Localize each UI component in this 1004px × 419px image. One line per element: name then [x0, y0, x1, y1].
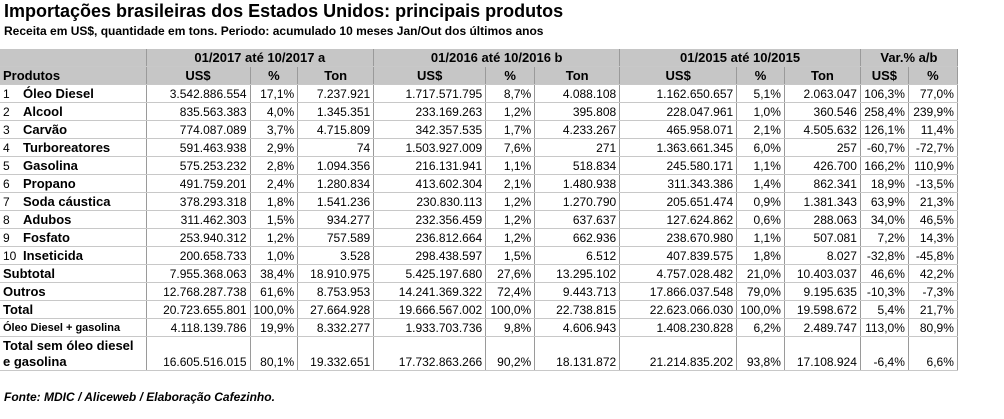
cell-a-ton: 1.345.351: [298, 103, 374, 121]
cell-b-usd: 298.438.597: [374, 247, 486, 265]
cell-c-usd: 17.866.037.548: [620, 283, 737, 301]
cell-a-ton: 934.277: [298, 211, 374, 229]
row-index: 8: [0, 211, 20, 229]
summary-row: [0, 319, 957, 337]
cell-v-usd: -10,3%: [860, 283, 908, 301]
cell-b-pct: 1,2%: [486, 211, 535, 229]
cell-b-pct: 100,0%: [486, 301, 535, 319]
cell-a-ton: 7.237.921: [298, 85, 374, 103]
cell-c-usd: 22.623.066.030: [620, 301, 737, 319]
cell-a-pct: 17,1%: [250, 85, 298, 103]
cell-c-usd: 4.757.028.482: [620, 265, 737, 283]
cell-c-pct: 79,0%: [737, 283, 785, 301]
cell-c-usd: 407.839.575: [620, 247, 737, 265]
cell-a-usd: 16.605.516.015: [146, 337, 250, 371]
cell-c-usd: 245.580.171: [620, 157, 737, 175]
row-index: 6: [0, 175, 20, 193]
cell-a-ton: 8.753.953: [298, 283, 374, 301]
product-rows: [0, 85, 957, 265]
cell-v-usd: 166,2%: [860, 157, 908, 175]
table-row: [0, 247, 957, 265]
cell-c-ton: 4.505.632: [784, 121, 860, 139]
header-c-ton: Ton: [784, 67, 860, 85]
cell-a-usd: 835.563.383: [146, 103, 250, 121]
cell-c-pct: 5,1%: [737, 85, 785, 103]
cell-b-pct: 90,2%: [486, 337, 535, 371]
header-a-ton: Ton: [298, 67, 374, 85]
cell-b-pct: 9,8%: [486, 319, 535, 337]
cell-c-ton: 8.027: [784, 247, 860, 265]
summary-label-line-1: Total sem óleo diesel: [3, 338, 134, 353]
cell-a-usd: 491.759.201: [146, 175, 250, 193]
cell-a-pct: 1,2%: [250, 229, 298, 247]
cell-v-usd: 5,4%: [860, 301, 908, 319]
cell-c-pct: 1,1%: [737, 157, 785, 175]
row-index: 10: [0, 247, 20, 265]
cell-b-pct: 1,1%: [486, 157, 535, 175]
cell-v-usd: -6,4%: [860, 337, 908, 371]
cell-b-ton: 1.480.938: [535, 175, 620, 193]
cell-c-ton: 507.081: [784, 229, 860, 247]
cell-c-ton: 19.598.672: [784, 301, 860, 319]
cell-v-usd: 34,0%: [860, 211, 908, 229]
cell-c-ton: 2.063.047: [784, 85, 860, 103]
cell-c-usd: 127.624.862: [620, 211, 737, 229]
page-subtitle: Receita em US$, quantidade em tons. Periodo: acumulado 10 meses Jan/Out dos últimos anos: [4, 24, 544, 38]
cell-a-pct: 2,9%: [250, 139, 298, 157]
cell-b-pct: 2,1%: [486, 175, 535, 193]
summary-rows: [0, 265, 957, 371]
header-row-periods: [0, 49, 957, 67]
summary-label: Óleo Diesel + gasolina: [0, 319, 146, 337]
cell-c-ton: 17.108.924: [784, 337, 860, 371]
header-a-usd: US$: [146, 67, 250, 85]
cell-b-usd: 14.241.369.322: [374, 283, 486, 301]
cell-a-usd: 4.118.139.786: [146, 319, 250, 337]
row-index: 7: [0, 193, 20, 211]
cell-a-pct: 80,1%: [250, 337, 298, 371]
cell-v-usd: 63,9%: [860, 193, 908, 211]
cell-c-ton: 426.700: [784, 157, 860, 175]
product-name: Alcool: [20, 103, 146, 121]
cell-c-pct: 93,8%: [737, 337, 785, 371]
cell-a-pct: 19,9%: [250, 319, 298, 337]
table-row: [0, 103, 957, 121]
header-c-pct: %: [737, 67, 785, 85]
header-v-pct: %: [908, 67, 957, 85]
cell-b-usd: 17.732.863.266: [374, 337, 486, 371]
cell-c-usd: 205.651.474: [620, 193, 737, 211]
cell-v-ton: -13,5%: [908, 175, 957, 193]
cell-c-usd: 1.162.650.657: [620, 85, 737, 103]
cell-b-usd: 413.602.304: [374, 175, 486, 193]
cell-a-pct: 1,8%: [250, 193, 298, 211]
header-period-b: 01/2016 até 10/2016 b: [374, 49, 620, 67]
cell-b-usd: 232.356.459: [374, 211, 486, 229]
cell-c-ton: 9.195.635: [784, 283, 860, 301]
cell-c-usd: 1.363.661.345: [620, 139, 737, 157]
cell-b-pct: 27,6%: [486, 265, 535, 283]
cell-b-usd: 230.830.113: [374, 193, 486, 211]
header-v-usd: US$: [860, 67, 908, 85]
cell-c-pct: 1,1%: [737, 229, 785, 247]
cell-b-ton: 518.834: [535, 157, 620, 175]
cell-b-pct: 1,2%: [486, 229, 535, 247]
cell-a-usd: 12.768.287.738: [146, 283, 250, 301]
cell-c-ton: 1.381.343: [784, 193, 860, 211]
cell-a-ton: 757.589: [298, 229, 374, 247]
cell-a-ton: 19.332.651: [298, 337, 374, 371]
header-b-usd: US$: [374, 67, 486, 85]
cell-c-pct: 0,9%: [737, 193, 785, 211]
cell-b-usd: 1.717.571.795: [374, 85, 486, 103]
summary-label-line-2: e gasolina: [3, 354, 67, 369]
header-b-ton: Ton: [535, 67, 620, 85]
cell-b-usd: 233.169.263: [374, 103, 486, 121]
cell-a-ton: 1.541.236: [298, 193, 374, 211]
cell-a-ton: 18.910.975: [298, 265, 374, 283]
cell-c-pct: 6,0%: [737, 139, 785, 157]
product-name: Inseticida: [20, 247, 146, 265]
cell-a-pct: 61,6%: [250, 283, 298, 301]
cell-v-ton: 21,3%: [908, 193, 957, 211]
cell-c-ton: 862.341: [784, 175, 860, 193]
source-footnote: Fonte: MDIC / Aliceweb / Elaboração Cafezinho.: [4, 390, 275, 404]
cell-a-pct: 2,4%: [250, 175, 298, 193]
cell-c-ton: 257: [784, 139, 860, 157]
cell-c-ton: 2.489.747: [784, 319, 860, 337]
cell-b-pct: 1,5%: [486, 247, 535, 265]
summary-label: Outros: [0, 283, 146, 301]
header-b-pct: %: [486, 67, 535, 85]
cell-v-usd: -60,7%: [860, 139, 908, 157]
cell-c-ton: 288.063: [784, 211, 860, 229]
cell-a-ton: 1.280.834: [298, 175, 374, 193]
cell-v-usd: 113,0%: [860, 319, 908, 337]
cell-a-usd: 774.087.089: [146, 121, 250, 139]
row-index: 9: [0, 229, 20, 247]
cell-v-ton: -72,7%: [908, 139, 957, 157]
cell-a-ton: 3.528: [298, 247, 374, 265]
cell-a-pct: 1,0%: [250, 247, 298, 265]
cell-b-pct: 1,7%: [486, 121, 535, 139]
cell-b-ton: 1.270.790: [535, 193, 620, 211]
table-row: [0, 193, 957, 211]
cell-v-usd: 106,3%: [860, 85, 908, 103]
cell-b-ton: 395.808: [535, 103, 620, 121]
cell-b-usd: 5.425.197.680: [374, 265, 486, 283]
cell-v-ton: 14,3%: [908, 229, 957, 247]
cell-a-usd: 3.542.886.554: [146, 85, 250, 103]
cell-b-ton: 662.936: [535, 229, 620, 247]
cell-b-ton: 13.295.102: [535, 265, 620, 283]
cell-b-ton: 271: [535, 139, 620, 157]
cell-a-pct: 3,7%: [250, 121, 298, 139]
cell-a-ton: 74: [298, 139, 374, 157]
cell-b-ton: 4.233.267: [535, 121, 620, 139]
cell-v-usd: 126,1%: [860, 121, 908, 139]
cell-a-usd: 253.940.312: [146, 229, 250, 247]
cell-a-ton: 4.715.809: [298, 121, 374, 139]
product-name: Propano: [20, 175, 146, 193]
product-name: Adubos: [20, 211, 146, 229]
cell-v-ton: 77,0%: [908, 85, 957, 103]
header-var: Var.% a/b: [860, 49, 957, 67]
cell-b-usd: 342.357.535: [374, 121, 486, 139]
cell-b-pct: 1,2%: [486, 193, 535, 211]
row-index: 5: [0, 157, 20, 175]
cell-b-pct: 7,6%: [486, 139, 535, 157]
cell-b-usd: 1.933.703.736: [374, 319, 486, 337]
summary-label: Total: [0, 301, 146, 319]
product-name: Turboreatores: [20, 139, 146, 157]
cell-c-usd: 465.958.071: [620, 121, 737, 139]
product-name: Carvão: [20, 121, 146, 139]
row-index: 2: [0, 103, 20, 121]
cell-b-ton: 22.738.815: [535, 301, 620, 319]
product-name: Fosfato: [20, 229, 146, 247]
cell-c-usd: 311.343.386: [620, 175, 737, 193]
summary-row: [0, 265, 957, 283]
imports-table: [0, 49, 958, 371]
cell-c-ton: 360.546: [784, 103, 860, 121]
cell-c-usd: 228.047.961: [620, 103, 737, 121]
table-row: [0, 85, 957, 103]
cell-b-usd: 1.503.927.009: [374, 139, 486, 157]
cell-a-pct: 4,0%: [250, 103, 298, 121]
cell-a-pct: 100,0%: [250, 301, 298, 319]
cell-v-ton: 80,9%: [908, 319, 957, 337]
cell-c-pct: 1,0%: [737, 103, 785, 121]
header-produtos: Produtos: [0, 67, 146, 85]
table-row: [0, 175, 957, 193]
cell-v-ton: 11,4%: [908, 121, 957, 139]
cell-b-pct: 1,2%: [486, 103, 535, 121]
cell-b-usd: 216.131.941: [374, 157, 486, 175]
header-row-columns: [0, 67, 957, 85]
cell-b-usd: 236.812.664: [374, 229, 486, 247]
cell-b-pct: 8,7%: [486, 85, 535, 103]
header-a-pct: %: [250, 67, 298, 85]
cell-a-ton: 1.094.356: [298, 157, 374, 175]
cell-a-pct: 2,8%: [250, 157, 298, 175]
cell-b-ton: 4.088.108: [535, 85, 620, 103]
cell-a-pct: 1,5%: [250, 211, 298, 229]
cell-c-usd: 21.214.835.202: [620, 337, 737, 371]
cell-v-usd: -32,8%: [860, 247, 908, 265]
product-name: Óleo Diesel: [20, 85, 146, 103]
cell-a-ton: 8.332.277: [298, 319, 374, 337]
table-row: [0, 157, 957, 175]
cell-a-usd: 200.658.733: [146, 247, 250, 265]
table-row: [0, 121, 957, 139]
cell-b-pct: 72,4%: [486, 283, 535, 301]
cell-c-pct: 1,8%: [737, 247, 785, 265]
header-period-a: 01/2017 até 10/2017 a: [146, 49, 374, 67]
cell-v-usd: 18,9%: [860, 175, 908, 193]
cell-v-usd: 7,2%: [860, 229, 908, 247]
header-c-usd: US$: [620, 67, 737, 85]
cell-c-pct: 21,0%: [737, 265, 785, 283]
cell-c-pct: 1,4%: [737, 175, 785, 193]
cell-a-usd: 20.723.655.801: [146, 301, 250, 319]
cell-a-usd: 591.463.938: [146, 139, 250, 157]
table-row: [0, 211, 957, 229]
header-period-c: 01/2015 até 10/2015: [620, 49, 861, 67]
summary-row: [0, 301, 957, 319]
cell-c-usd: 1.408.230.828: [620, 319, 737, 337]
cell-b-ton: 18.131.872: [535, 337, 620, 371]
cell-v-ton: 239,9%: [908, 103, 957, 121]
summary-label: Subtotal: [0, 265, 146, 283]
table-row: [0, 229, 957, 247]
cell-a-pct: 38,4%: [250, 265, 298, 283]
cell-b-usd: 19.666.567.002: [374, 301, 486, 319]
cell-v-ton: 110,9%: [908, 157, 957, 175]
cell-a-usd: 378.293.318: [146, 193, 250, 211]
cell-b-ton: 637.637: [535, 211, 620, 229]
cell-c-pct: 2,1%: [737, 121, 785, 139]
cell-c-ton: 10.403.037: [784, 265, 860, 283]
product-name: Soda cáustica: [20, 193, 146, 211]
summary-label: [0, 337, 146, 371]
row-index: 1: [0, 85, 20, 103]
cell-b-ton: 9.443.713: [535, 283, 620, 301]
cell-c-pct: 0,6%: [737, 211, 785, 229]
cell-c-pct: 100,0%: [737, 301, 785, 319]
cell-a-usd: 7.955.368.063: [146, 265, 250, 283]
cell-v-ton: 21,7%: [908, 301, 957, 319]
row-index: 3: [0, 121, 20, 139]
cell-v-ton: -7,3%: [908, 283, 957, 301]
product-name: Gasolina: [20, 157, 146, 175]
cell-v-usd: 258,4%: [860, 103, 908, 121]
cell-a-usd: 575.253.232: [146, 157, 250, 175]
cell-a-ton: 27.664.928: [298, 301, 374, 319]
cell-b-ton: 6.512: [535, 247, 620, 265]
summary-row: [0, 337, 957, 371]
cell-v-ton: 6,6%: [908, 337, 957, 371]
row-index: 4: [0, 139, 20, 157]
cell-b-ton: 4.606.943: [535, 319, 620, 337]
cell-c-pct: 6,2%: [737, 319, 785, 337]
cell-c-usd: 238.670.980: [620, 229, 737, 247]
page-title: Importações brasileiras dos Estados Unidos: principais produtos: [4, 1, 564, 21]
cell-v-ton: -45,8%: [908, 247, 957, 265]
cell-a-usd: 311.462.303: [146, 211, 250, 229]
summary-row: [0, 283, 957, 301]
cell-v-usd: 46,6%: [860, 265, 908, 283]
cell-v-ton: 42,2%: [908, 265, 957, 283]
table-row: [0, 139, 957, 157]
cell-v-ton: 46,5%: [908, 211, 957, 229]
header-blank: [0, 49, 146, 67]
